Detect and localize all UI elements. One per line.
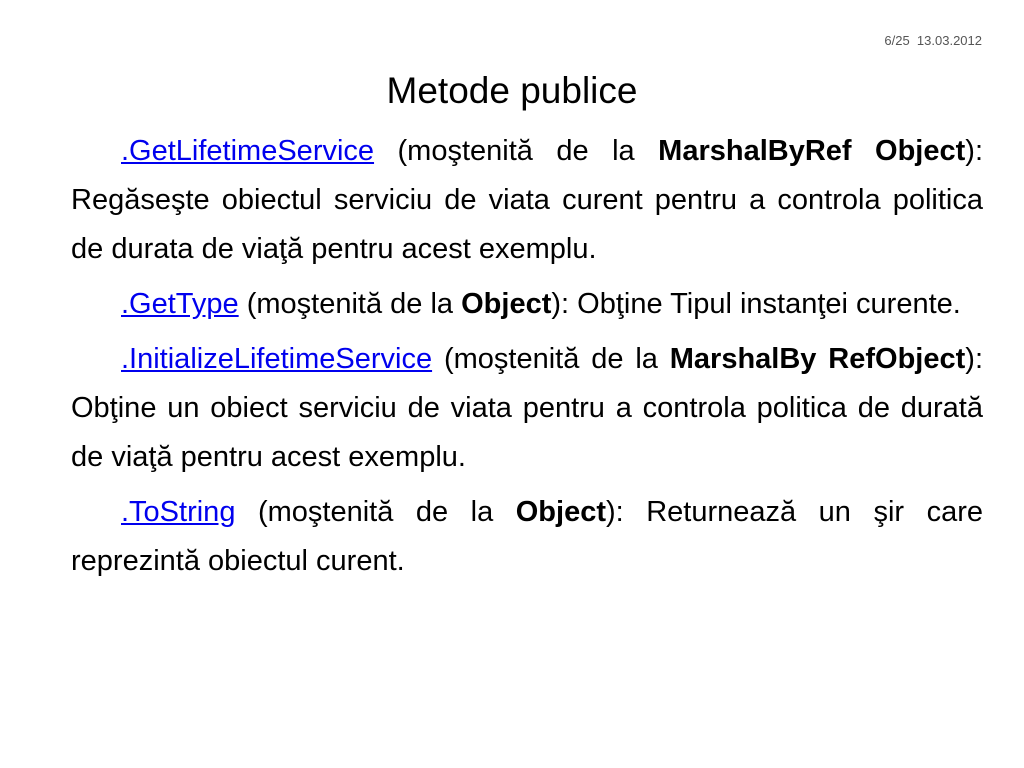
method-link-get-lifetime-service[interactable]: .GetLifetimeService: [121, 135, 375, 167]
method-link-get-type[interactable]: .GetType: [121, 288, 239, 320]
method-description: ): Regăseşte obiectul serviciu de viata curent pentru a controla politica de durata de viaţă pentru acest exemplu.: [71, 135, 983, 265]
method-link-to-string[interactable]: .ToString: [121, 496, 236, 528]
method-inherit-text: (moştenită de la: [374, 135, 659, 167]
method-inherit-text: (moştenită de la: [235, 496, 516, 528]
method-link-initialize-lifetime-service[interactable]: .InitializeLifetimeService: [121, 343, 433, 375]
method-description: ): Obţine Tipul instanţei curente.: [551, 288, 961, 320]
slide-meta: [884, 33, 982, 48]
method-description: ): Returnează un şir care reprezintă obiectul curent.: [71, 496, 983, 577]
slide-date: 13.03.2012: [916, 33, 982, 48]
method-inherit-text: (moştenită de la: [238, 288, 462, 320]
method-base-class: Object: [461, 288, 552, 320]
method-inherit-text: (moştenită de la: [432, 343, 670, 375]
method-item-to-string: [71, 488, 983, 586]
method-base-class: Object: [515, 496, 606, 528]
slide-title: Metode publice: [386, 70, 638, 111]
method-base-class: MarshalByRef Object: [658, 135, 966, 167]
method-item-get-lifetime-service: [71, 127, 983, 274]
method-item-get-type: [71, 280, 983, 329]
methods-list: [71, 127, 983, 592]
method-description: ): Obţine un obiect serviciu de viata pentru a controla politica de durată de viaţă pentru acest exemplu.: [71, 343, 983, 473]
method-item-initialize-lifetime-service: [71, 335, 983, 482]
method-base-class: MarshalBy RefObject: [669, 343, 966, 375]
slide-number: 6/25: [884, 33, 910, 48]
